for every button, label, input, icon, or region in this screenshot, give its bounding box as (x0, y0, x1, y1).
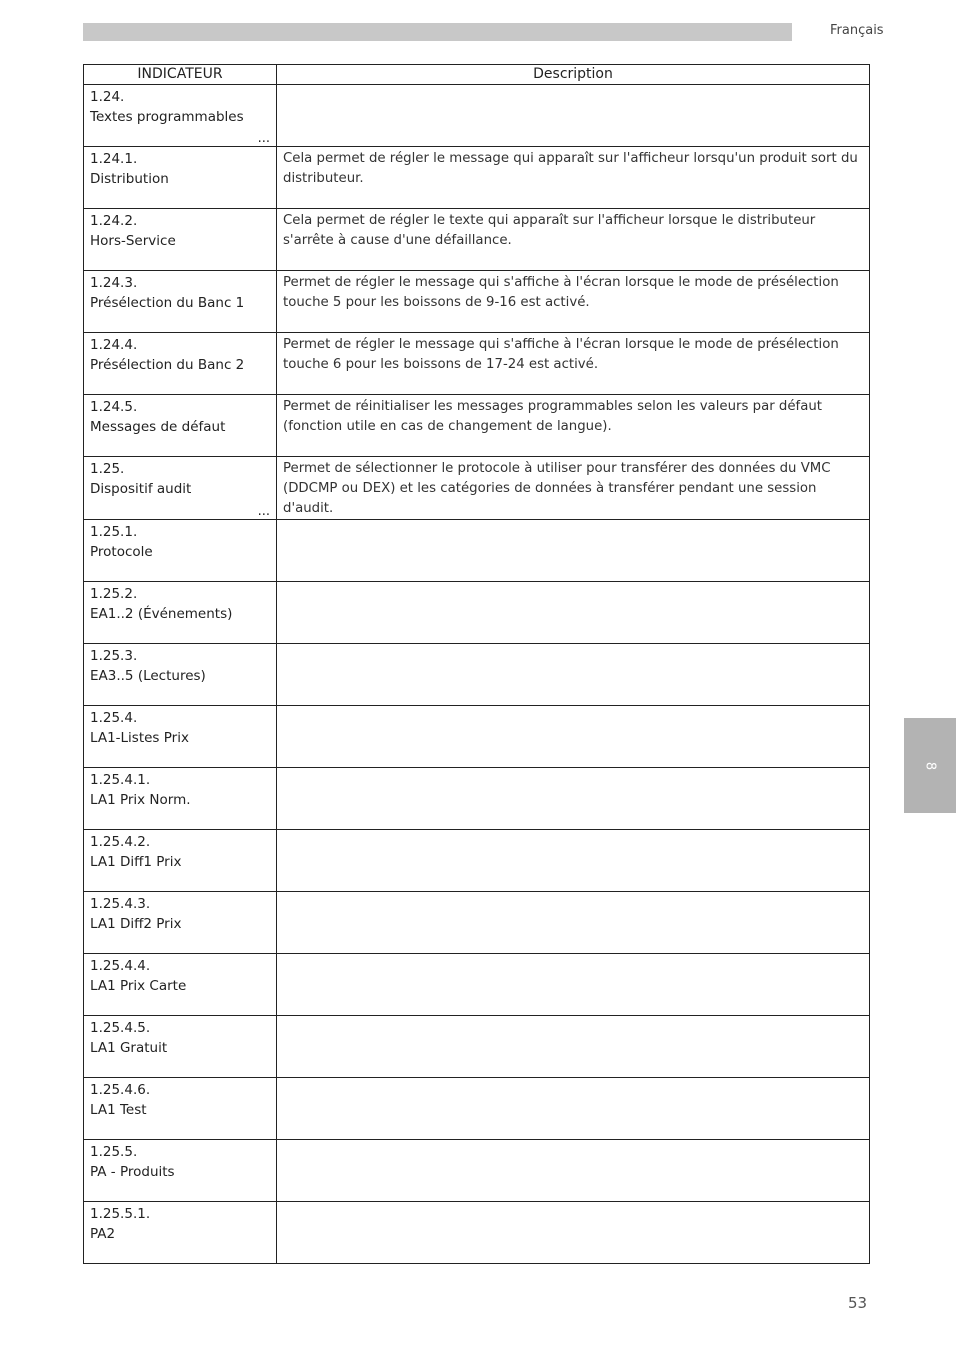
indicator-table (83, 64, 870, 1264)
table-row (84, 830, 870, 892)
indicator-cell (84, 768, 277, 830)
description-cell (277, 768, 870, 830)
table-row (84, 395, 870, 457)
indicator-number: 1.25.5. (90, 1144, 138, 1160)
indicator-cell (84, 271, 277, 333)
page-number: 53 (848, 1294, 868, 1312)
table-row (84, 209, 870, 271)
header-bar (83, 23, 792, 41)
indicator-cell (84, 333, 277, 395)
indicator-number: 1.24. (90, 89, 125, 105)
table-row (84, 954, 870, 1016)
indicator-name: LA1 Test (90, 1102, 147, 1118)
indicator-number: 1.24.2. (90, 213, 138, 229)
indicator-name: Présélection du Banc 1 (90, 295, 245, 311)
indicator-cell (84, 706, 277, 768)
indicator-number: 1.25.4.1. (90, 772, 151, 788)
indicator-cell (84, 209, 277, 271)
description-cell: Permet de sélectionner le protocole à utiliser pour transférer des données du VMC (DDCMP ou DEX) et les catégories de données à transférer pendant une session d'audit. (277, 457, 870, 520)
indicator-number: 1.25. (90, 461, 125, 477)
indicator-cell (84, 1202, 277, 1264)
indicator-cell (84, 954, 277, 1016)
description-cell (277, 644, 870, 706)
continuation-ellipsis: ... (257, 504, 270, 519)
description-cell (277, 85, 870, 147)
continuation-ellipsis: ... (257, 131, 270, 146)
indicator-number: 1.24.1. (90, 151, 138, 167)
indicator-cell (84, 147, 277, 209)
table-row (84, 706, 870, 768)
indicator-name: EA1..2 (Événements) (90, 606, 233, 622)
indicator-name: LA1 Prix Norm. (90, 792, 191, 808)
table-row (84, 457, 870, 520)
indicator-number: 1.24.3. (90, 275, 138, 291)
indicator-number: 1.25.4.2. (90, 834, 151, 850)
table-row (84, 271, 870, 333)
indicator-name: Présélection du Banc 2 (90, 357, 245, 373)
indicator-number: 1.25.2. (90, 586, 138, 602)
description-cell (277, 1140, 870, 1202)
description-cell: Cela permet de régler le message qui apparaît sur l'afficheur lorsqu'un produit sort du distributeur. (277, 147, 870, 209)
description-cell (277, 892, 870, 954)
indicator-name: PA2 (90, 1226, 116, 1242)
description-cell (277, 1016, 870, 1078)
table-row (84, 333, 870, 395)
indicator-number: 1.25.4. (90, 710, 138, 726)
table-row (84, 582, 870, 644)
indicator-cell (84, 85, 277, 147)
indicator-name: LA1 Gratuit (90, 1040, 168, 1056)
column-header-description: Description (277, 65, 870, 85)
indicator-number: 1.25.4.3. (90, 896, 151, 912)
indicator-name: Dispositif audit (90, 481, 192, 497)
indicator-number: 1.24.4. (90, 337, 138, 353)
indicator-name: LA1 Diff1 Prix (90, 854, 182, 870)
indicator-number: 1.25.5.1. (90, 1206, 151, 1222)
indicator-number: 1.25.4.5. (90, 1020, 151, 1036)
indicator-name: Protocole (90, 544, 153, 560)
indicator-name: Distribution (90, 171, 169, 187)
table-body (84, 85, 870, 1264)
description-cell: Permet de régler le message qui s'affiche à l'écran lorsque le mode de présélection touche 5 pour les boissons de 9-16 est activé. (277, 271, 870, 333)
column-header-indicator: INDICATEUR (84, 65, 277, 85)
indicator-cell (84, 520, 277, 582)
description-cell (277, 1078, 870, 1140)
description-cell (277, 706, 870, 768)
description-cell (277, 954, 870, 1016)
table-row (84, 768, 870, 830)
table-row (84, 892, 870, 954)
indicator-cell (84, 395, 277, 457)
description-cell: Permet de régler le message qui s'affiche à l'écran lorsque le mode de présélection touche 6 pour les boissons de 17-24 est activé. (277, 333, 870, 395)
indicator-number: 1.25.4.6. (90, 1082, 151, 1098)
table-row (84, 1078, 870, 1140)
indicator-cell (84, 1078, 277, 1140)
indicator-name: Textes programmables (90, 109, 244, 125)
indicator-number: 1.25.1. (90, 524, 138, 540)
table-row (84, 1202, 870, 1264)
chapter-tab (904, 718, 956, 813)
indicator-cell (84, 457, 277, 520)
indicator-name: EA3..5 (Lectures) (90, 668, 206, 684)
table-row (84, 520, 870, 582)
table-row (84, 85, 870, 147)
indicator-name: Hors-Service (90, 233, 176, 249)
indicator-cell (84, 644, 277, 706)
indicator-cell (84, 892, 277, 954)
indicator-cell (84, 1016, 277, 1078)
description-cell (277, 1202, 870, 1264)
indicator-number: 1.25.3. (90, 648, 138, 664)
chapter-tab-label: 8 (922, 761, 938, 770)
table-header-row (84, 65, 870, 85)
description-cell: Cela permet de régler le texte qui apparaît sur l'afficheur lorsque le distributeur s'arrête à cause d'une défaillance. (277, 209, 870, 271)
description-cell (277, 582, 870, 644)
description-cell (277, 830, 870, 892)
language-label: Français (830, 23, 884, 38)
table-row (84, 1016, 870, 1078)
table-row (84, 1140, 870, 1202)
indicator-name: LA1 Diff2 Prix (90, 916, 182, 932)
indicator-cell (84, 1140, 277, 1202)
indicator-name: LA1 Prix Carte (90, 978, 187, 994)
description-cell: Permet de réinitialiser les messages programmables selon les valeurs par défaut (fonction utile en cas de changement de langue). (277, 395, 870, 457)
indicator-name: Messages de défaut (90, 419, 226, 435)
indicator-number: 1.24.5. (90, 399, 138, 415)
indicator-number: 1.25.4.4. (90, 958, 151, 974)
table-row (84, 644, 870, 706)
table-row (84, 147, 870, 209)
indicator-name: LA1-Listes Prix (90, 730, 189, 746)
indicator-cell (84, 830, 277, 892)
description-cell (277, 520, 870, 582)
indicator-name: PA - Produits (90, 1164, 175, 1180)
indicator-cell (84, 582, 277, 644)
